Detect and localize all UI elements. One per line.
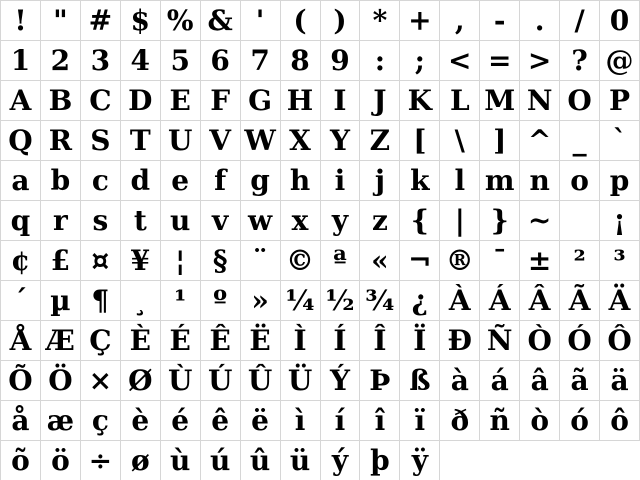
glyph-cell[interactable]: ¥ — [121, 241, 161, 281]
glyph-cell[interactable]: § — [201, 241, 241, 281]
glyph-cell[interactable]: ¦ — [161, 241, 201, 281]
glyph-cell[interactable]: m — [480, 161, 520, 201]
glyph-cell[interactable]: a — [1, 161, 41, 201]
glyph-cell[interactable]: ÿ — [400, 441, 440, 480]
glyph-cell[interactable]: Ô — [600, 321, 640, 361]
glyph-cell[interactable]: ú — [201, 441, 241, 480]
glyph-cell[interactable]: ´ — [1, 281, 41, 321]
glyph-cell[interactable]: # — [81, 1, 121, 41]
glyph-cell[interactable]: R — [41, 121, 81, 161]
glyph-cell[interactable]: á — [480, 361, 520, 401]
glyph-cell[interactable]: V — [201, 121, 241, 161]
glyph-cell[interactable]: å — [1, 401, 41, 441]
glyph-cell[interactable]: n — [520, 161, 560, 201]
glyph-cell[interactable]: i — [321, 161, 361, 201]
glyph-cell[interactable]: P — [600, 81, 640, 121]
glyph-cell[interactable]: ¢ — [1, 241, 41, 281]
glyph-cell[interactable]: ¿ — [400, 281, 440, 321]
glyph-cell[interactable]: ¾ — [360, 281, 400, 321]
glyph-cell[interactable]: ¶ — [81, 281, 121, 321]
glyph-cell[interactable]: r — [41, 201, 81, 241]
glyph-cell[interactable]: w — [241, 201, 281, 241]
glyph-cell[interactable]: \ — [440, 121, 480, 161]
glyph-cell[interactable]: ò — [520, 401, 560, 441]
glyph-cell[interactable]: ! — [1, 1, 41, 41]
glyph-cell[interactable]: b — [41, 161, 81, 201]
glyph-cell[interactable]: ¨ — [241, 241, 281, 281]
glyph-cell[interactable]: S — [81, 121, 121, 161]
glyph-cell[interactable]: Ð — [440, 321, 480, 361]
glyph-cell[interactable]: ß — [400, 361, 440, 401]
glyph-cell[interactable]: Ì — [281, 321, 321, 361]
glyph-cell[interactable]: À — [440, 281, 480, 321]
glyph-cell[interactable]: . — [520, 1, 560, 41]
glyph-cell[interactable]: ç — [81, 401, 121, 441]
glyph-cell[interactable]: ñ — [480, 401, 520, 441]
glyph-cell[interactable]: ý — [321, 441, 361, 480]
glyph-cell[interactable]: _ — [560, 121, 600, 161]
glyph-cell[interactable]: ä — [600, 361, 640, 401]
glyph-cell[interactable]: Ë — [241, 321, 281, 361]
glyph-cell[interactable]: Õ — [1, 361, 41, 401]
glyph-cell[interactable]: æ — [41, 401, 81, 441]
glyph-cell[interactable]: Ï — [400, 321, 440, 361]
glyph-cell[interactable]: M — [480, 81, 520, 121]
glyph-cell[interactable]: ¯ — [480, 241, 520, 281]
glyph-cell[interactable]: ³ — [600, 241, 640, 281]
glyph-cell[interactable]: Ò — [520, 321, 560, 361]
glyph-cell[interactable]: K — [400, 81, 440, 121]
glyph-cell[interactable]: ¬ — [400, 241, 440, 281]
glyph-cell[interactable]: ; — [400, 41, 440, 81]
glyph-cell[interactable]: ~ — [520, 201, 560, 241]
glyph-cell[interactable]: < — [440, 41, 480, 81]
glyph-cell[interactable]: $ — [121, 1, 161, 41]
glyph-cell[interactable]: y — [321, 201, 361, 241]
glyph-cell[interactable]: 1 — [1, 41, 41, 81]
glyph-cell[interactable]: W — [241, 121, 281, 161]
glyph-cell[interactable]: ¤ — [81, 241, 121, 281]
glyph-cell[interactable]: ã — [560, 361, 600, 401]
glyph-cell[interactable]: 5 — [161, 41, 201, 81]
glyph-cell[interactable]: N — [520, 81, 560, 121]
glyph-cell[interactable]: ¹ — [161, 281, 201, 321]
glyph-cell[interactable]: o — [560, 161, 600, 201]
glyph-cell[interactable]: è — [121, 401, 161, 441]
glyph-cell[interactable]: ] — [480, 121, 520, 161]
glyph-cell[interactable]: ê — [201, 401, 241, 441]
glyph-cell[interactable]: I — [321, 81, 361, 121]
glyph-cell[interactable]: î — [360, 401, 400, 441]
glyph-cell[interactable]: j — [360, 161, 400, 201]
glyph-cell[interactable]: G — [241, 81, 281, 121]
glyph-cell[interactable]: U — [161, 121, 201, 161]
glyph-cell[interactable]: Y — [321, 121, 361, 161]
glyph-cell[interactable]: à — [440, 361, 480, 401]
glyph-cell[interactable]: Ü — [281, 361, 321, 401]
glyph-cell[interactable]: J — [360, 81, 400, 121]
glyph-cell[interactable]: Ý — [321, 361, 361, 401]
glyph-cell[interactable]: Ù — [161, 361, 201, 401]
glyph-cell[interactable]: È — [121, 321, 161, 361]
glyph-cell[interactable]: û — [241, 441, 281, 480]
glyph-cell[interactable]: @ — [600, 41, 640, 81]
glyph-cell[interactable]: } — [480, 201, 520, 241]
glyph-cell[interactable]: d — [121, 161, 161, 201]
glyph-cell[interactable]: Þ — [360, 361, 400, 401]
glyph-cell[interactable]: C — [81, 81, 121, 121]
glyph-cell[interactable]: + — [400, 1, 440, 41]
glyph-cell[interactable]: Ó — [560, 321, 600, 361]
glyph-cell[interactable]: Ê — [201, 321, 241, 361]
glyph-cell[interactable]: > — [520, 41, 560, 81]
glyph-cell[interactable]: ù — [161, 441, 201, 480]
glyph-cell[interactable]: v — [201, 201, 241, 241]
glyph-cell[interactable]: ô — [600, 401, 640, 441]
glyph-cell[interactable]: Z — [360, 121, 400, 161]
glyph-cell[interactable]: Ñ — [480, 321, 520, 361]
glyph-cell[interactable]: » — [241, 281, 281, 321]
glyph-cell[interactable]: = — [480, 41, 520, 81]
glyph-cell[interactable]: µ — [41, 281, 81, 321]
glyph-cell[interactable] — [560, 201, 600, 241]
glyph-cell[interactable]: × — [81, 361, 121, 401]
glyph-cell[interactable]: ¼ — [281, 281, 321, 321]
glyph-cell[interactable]: Æ — [41, 321, 81, 361]
glyph-cell[interactable]: ± — [520, 241, 560, 281]
glyph-cell[interactable]: Ç — [81, 321, 121, 361]
glyph-cell[interactable]: [ — [400, 121, 440, 161]
glyph-cell[interactable]: õ — [1, 441, 41, 480]
glyph-cell[interactable]: c — [81, 161, 121, 201]
glyph-cell[interactable]: ) — [321, 1, 361, 41]
glyph-cell[interactable]: s — [81, 201, 121, 241]
glyph-cell[interactable]: ¸ — [121, 281, 161, 321]
glyph-cell[interactable]: 3 — [81, 41, 121, 81]
glyph-cell[interactable]: â — [520, 361, 560, 401]
glyph-cell[interactable]: L — [440, 81, 480, 121]
glyph-cell[interactable]: u — [161, 201, 201, 241]
glyph-cell[interactable]: X — [281, 121, 321, 161]
glyph-cell[interactable]: ' — [241, 1, 281, 41]
glyph-cell[interactable]: l — [440, 161, 480, 201]
glyph-cell[interactable]: ª — [321, 241, 361, 281]
glyph-cell[interactable]: Á — [480, 281, 520, 321]
glyph-cell[interactable]: ï — [400, 401, 440, 441]
glyph-cell[interactable]: E — [161, 81, 201, 121]
glyph-cell[interactable]: H — [281, 81, 321, 121]
glyph-cell[interactable]: g — [241, 161, 281, 201]
glyph-cell[interactable]: , — [440, 1, 480, 41]
glyph-cell[interactable]: ü — [281, 441, 321, 480]
glyph-cell[interactable]: f — [201, 161, 241, 201]
glyph-cell[interactable]: 9 — [321, 41, 361, 81]
glyph-cell[interactable]: T — [121, 121, 161, 161]
glyph-cell[interactable]: 2 — [41, 41, 81, 81]
glyph-cell[interactable]: ø — [121, 441, 161, 480]
glyph-cell[interactable]: q — [1, 201, 41, 241]
glyph-cell[interactable]: Â — [520, 281, 560, 321]
glyph-cell[interactable]: t — [121, 201, 161, 241]
glyph-cell[interactable]: p — [600, 161, 640, 201]
glyph-cell[interactable]: Î — [360, 321, 400, 361]
glyph-cell[interactable]: " — [41, 1, 81, 41]
glyph-cell[interactable]: 7 — [241, 41, 281, 81]
glyph-cell[interactable]: : — [360, 41, 400, 81]
glyph-cell[interactable]: & — [201, 1, 241, 41]
glyph-cell[interactable]: * — [360, 1, 400, 41]
glyph-cell[interactable]: ì — [281, 401, 321, 441]
glyph-cell[interactable]: « — [360, 241, 400, 281]
glyph-cell[interactable]: ó — [560, 401, 600, 441]
glyph-cell[interactable]: h — [281, 161, 321, 201]
glyph-cell[interactable]: é — [161, 401, 201, 441]
glyph-cell[interactable]: x — [281, 201, 321, 241]
glyph-cell[interactable]: ® — [440, 241, 480, 281]
glyph-cell[interactable]: O — [560, 81, 600, 121]
glyph-cell[interactable]: 8 — [281, 41, 321, 81]
glyph-cell[interactable]: £ — [41, 241, 81, 281]
glyph-cell[interactable]: Q — [1, 121, 41, 161]
glyph-cell[interactable]: Ä — [600, 281, 640, 321]
glyph-cell[interactable]: É — [161, 321, 201, 361]
glyph-cell[interactable]: | — [440, 201, 480, 241]
glyph-cell[interactable]: º — [201, 281, 241, 321]
glyph-cell[interactable]: D — [121, 81, 161, 121]
glyph-cell[interactable]: Í — [321, 321, 361, 361]
glyph-cell[interactable]: © — [281, 241, 321, 281]
glyph-cell[interactable]: % — [161, 1, 201, 41]
glyph-cell[interactable]: F — [201, 81, 241, 121]
glyph-cell[interactable]: B — [41, 81, 81, 121]
glyph-cell[interactable]: Ø — [121, 361, 161, 401]
glyph-cell[interactable]: e — [161, 161, 201, 201]
glyph-cell[interactable]: Ú — [201, 361, 241, 401]
glyph-cell[interactable]: { — [400, 201, 440, 241]
glyph-cell[interactable]: ½ — [321, 281, 361, 321]
glyph-cell[interactable]: ² — [560, 241, 600, 281]
glyph-cell[interactable]: ö — [41, 441, 81, 480]
glyph-cell[interactable]: Ö — [41, 361, 81, 401]
glyph-cell[interactable]: z — [360, 201, 400, 241]
glyph-cell[interactable]: þ — [360, 441, 400, 480]
glyph-cell[interactable]: ` — [600, 121, 640, 161]
glyph-cell[interactable]: k — [400, 161, 440, 201]
glyph-cell[interactable]: ¡ — [600, 201, 640, 241]
glyph-cell[interactable]: A — [1, 81, 41, 121]
glyph-cell[interactable]: Ã — [560, 281, 600, 321]
glyph-cell[interactable]: 6 — [201, 41, 241, 81]
glyph-cell[interactable]: Å — [1, 321, 41, 361]
glyph-cell[interactable]: ÷ — [81, 441, 121, 480]
glyph-cell[interactable]: ( — [281, 1, 321, 41]
glyph-cell[interactable]: ? — [560, 41, 600, 81]
glyph-cell[interactable]: í — [321, 401, 361, 441]
glyph-cell[interactable]: - — [480, 1, 520, 41]
glyph-cell[interactable]: / — [560, 1, 600, 41]
glyph-cell[interactable]: ^ — [520, 121, 560, 161]
glyph-cell[interactable]: ð — [440, 401, 480, 441]
glyph-cell[interactable]: 0 — [600, 1, 640, 41]
glyph-cell[interactable]: ë — [241, 401, 281, 441]
glyph-cell[interactable]: 4 — [121, 41, 161, 81]
glyph-cell[interactable]: Û — [241, 361, 281, 401]
